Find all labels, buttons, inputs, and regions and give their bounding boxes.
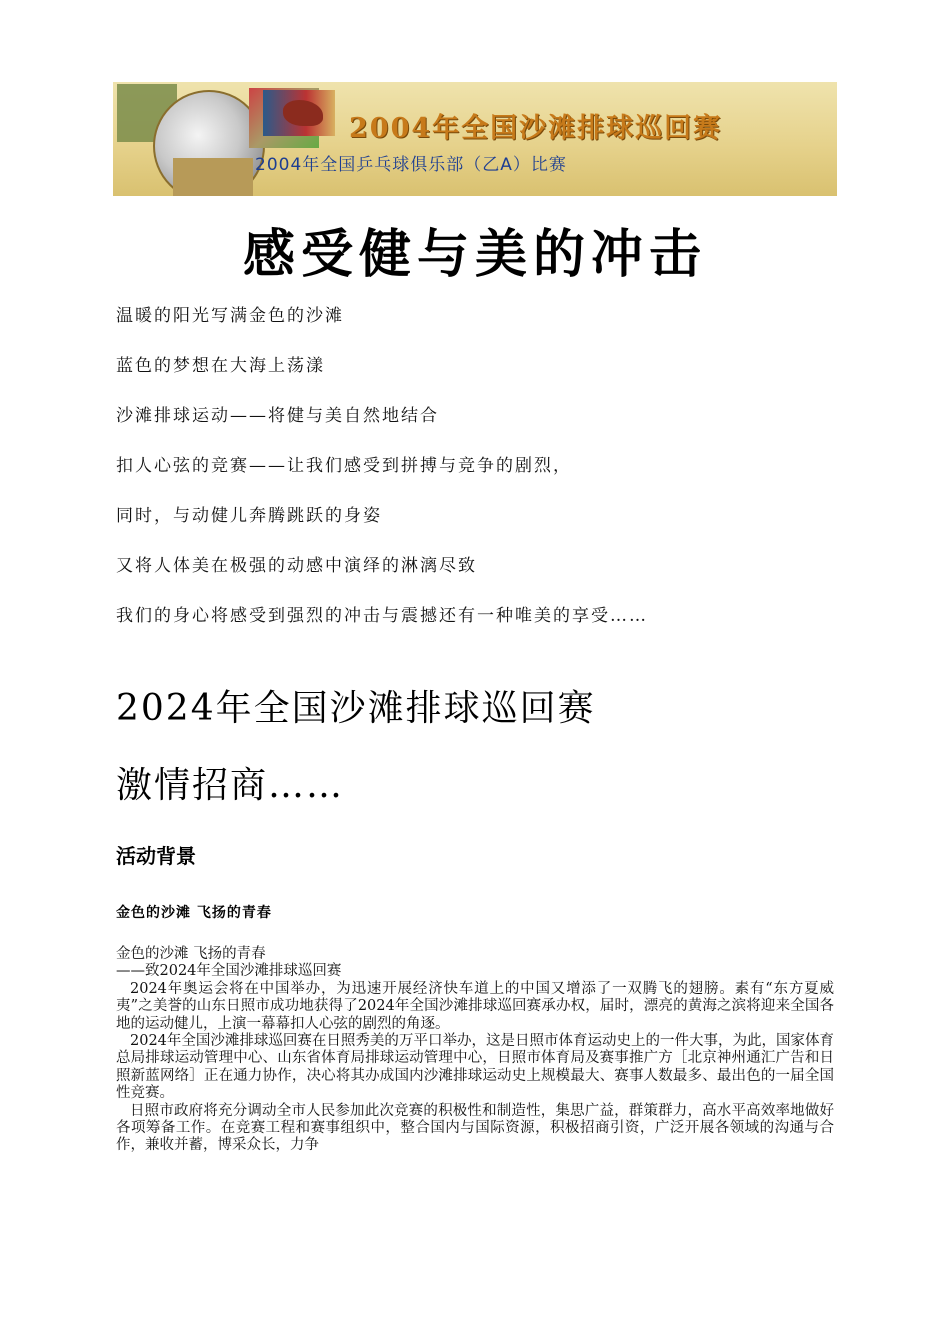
header-banner bbox=[113, 82, 837, 196]
poem-line: 扣人心弦的竞赛——让我们感受到拼搏与竞争的剧烈， bbox=[116, 456, 572, 476]
banner-photo-collage bbox=[113, 82, 363, 196]
poem-line: 蓝色的梦想在大海上荡漾 bbox=[116, 356, 325, 376]
invite-title: 激情招商…… bbox=[116, 765, 345, 806]
poem-line: 温暖的阳光写满金色的沙滩 bbox=[116, 306, 344, 326]
poem-lines bbox=[116, 303, 648, 653]
banner-photo bbox=[173, 158, 253, 196]
body-line: 金色的沙滩 飞扬的青春 bbox=[116, 946, 266, 962]
poem-line: 同时，与动健儿奔腾跳跃的身姿 bbox=[116, 506, 382, 526]
section-heading: 活动背景 bbox=[116, 846, 196, 868]
banner-subtitle: 2004年全国乒乓球俱乐部（乙A）比赛 bbox=[255, 155, 567, 175]
poem-line: 又将人体美在极强的动感中演绎的淋漓尽致 bbox=[116, 556, 477, 576]
sub-heading: 金色的沙滩 飞扬的青春 bbox=[116, 905, 272, 921]
poem-line: 我们的身心将感受到强烈的冲击与震撼还有一种唯美的享受…… bbox=[116, 606, 648, 626]
event-title: 2024年全国沙滩排球巡回赛 bbox=[116, 688, 596, 729]
body-text bbox=[116, 946, 834, 1155]
banner-title: 2004年全国沙滩排球巡回赛 bbox=[349, 113, 723, 144]
page-headline: 感受健与美的冲击 bbox=[242, 224, 707, 285]
body-line: ——致2024年全国沙滩排球巡回赛 bbox=[116, 963, 342, 980]
body-paragraph: 2024年奥运会将在中国举办，为迅速开展经济快车道上的中国又增添了一双腾飞的翅膀。素有“东方夏威夷”之美誉的山东日照市成功地获得了2024年全国沙滩排球巡回赛承办权，届时，漂亮的黄海之滨将迎来全国各地的运动健儿，上演一幕幕扣人心弦的剧烈的角逐。 bbox=[116, 980, 834, 1032]
poem-line: 沙滩排球运动——将健与美自然地结合 bbox=[116, 406, 439, 426]
body-paragraph: 2024年全国沙滩排球巡回赛在日照秀美的万平口举办，这是日照市体育运动史上的一件大事，为此，国家体育总局排球运动管理中心、山东省体育局排球运动管理中心，日照市体育局及赛事推广方［北京神州通汇广告和日照新蓝网络］正在通力协作，决心将其办成国内沙滩排球运动史上规模最大、赛事人数最多、最出色的一届全国性竞赛。 bbox=[116, 1033, 834, 1102]
body-paragraph: 日照市政府将充分调动全市人民参加此次竞赛的积极性和制造性，集思广益，群策群力，高水平高效率地做好各项筹备工作。在竞赛工程和赛事组织中，整合国内与国际资源，积极招商引资，广泛开展各领域的沟通与合作，兼收并蓄，博采众长，力争 bbox=[116, 1102, 834, 1154]
